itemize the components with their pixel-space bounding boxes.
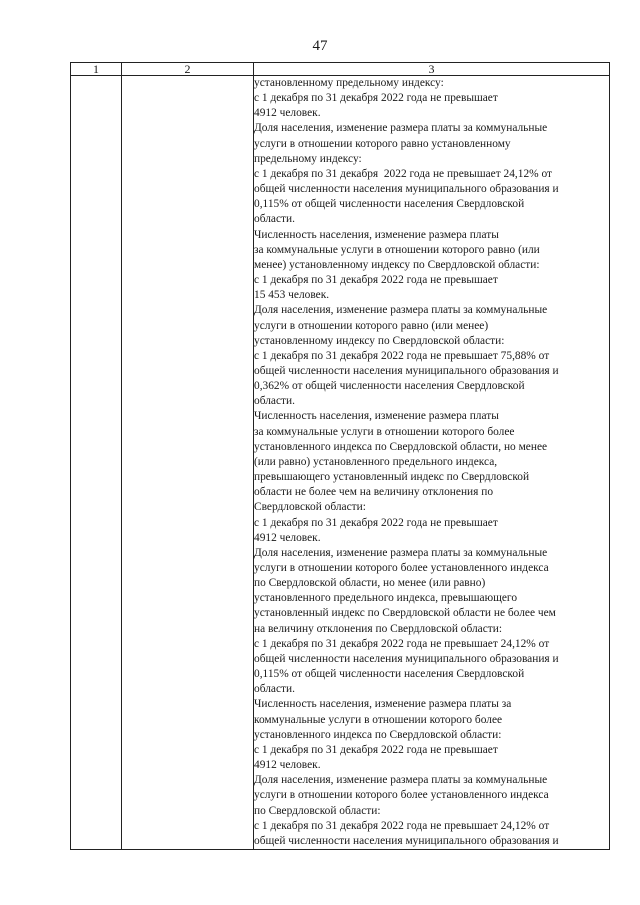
column-header-1: 1 (71, 63, 122, 76)
document-table (70, 62, 610, 850)
cell-column-2 (122, 76, 254, 850)
paragraph-population-count-above-index: Численность населения, изменение размера платы за коммунальные услуги в отношении которого более установленного индекса по Свердловской области: с 1 декабря по 31 декабря 2022 года не превышает 4912 человек. (254, 698, 512, 772)
paragraph-population-share-regional-index: Доля населения, изменение размера платы за коммунальные услуги в отношении которого равно (или менее) установленному индексу по Свердловской области: с 1 декабря по 31 декабря 2022 года не превышает 75,88% от общей численности населения муниципального образования и 0,362% от общей численности населения Свердловской области. (254, 304, 559, 408)
table-row (71, 76, 610, 850)
paragraph-population-count-within-deviation: Численность населения, изменение размера платы за коммунальные услуги в отношении которого более установленного индекса по Свердловской области, но менее (или равно) установленного предельного индекса, превышающего установленный индекс по Свердловской области не более чем на величину отклонения по Свердловской области: с 1 декабря по 31 декабря 2022 года не превышает 4912 человек. (254, 410, 548, 544)
column-header-3: 3 (254, 63, 610, 76)
cell-column-3 (254, 76, 610, 850)
paragraph-population-share-above-index: Доля населения, изменение размера платы за коммунальные услуги в отношении которого более установленного индекса по Свердловской области: с 1 декабря по 31 декабря 2022 года не превышает 24,12% от общей численности населения муниципального образования и (254, 774, 559, 847)
table-header-row (71, 63, 610, 76)
column-header-2: 2 (122, 63, 254, 76)
paragraph-population-share-within-deviation: Доля населения, изменение размера платы за коммунальные услуги в отношении которого более установленного индекса по Свердловской области, но менее (или равно) установленного предельного индекса, превышающего установленный индекс по Свердловской области не более чем на величину отклонения по Свердловской области: с 1 декабря по 31 декабря 2022 года не превышает 24,12% от общей численности населения муниципального образования и 0,115% от общей численности населения Свердловской области. (254, 546, 559, 696)
paragraph-population-count-limit-index: установленному предельному индексу: с 1 декабря по 31 декабря 2022 года не превышает 4912 человек. (254, 77, 498, 120)
paragraph-population-count-regional-index: Численность населения, изменение размера платы за коммунальные услуги в отношении которого равно (или менее) установленному индексу по Свердловской области: с 1 декабря по 31 декабря 2022 года не превышает 15 453 человек. (254, 228, 540, 302)
paragraph-population-share-limit-index: Доля населения, изменение размера платы за коммунальные услуги в отношении которого равно установленному предельному индексу: с 1 декабря по 31 декабря 2022 года не превышает 24,12% от общей численности населения муниципального образования и 0,115% от общей численности населения Свердловской области. (254, 122, 559, 226)
cell-column-1 (71, 76, 122, 850)
page-number: 47 (312, 38, 328, 54)
